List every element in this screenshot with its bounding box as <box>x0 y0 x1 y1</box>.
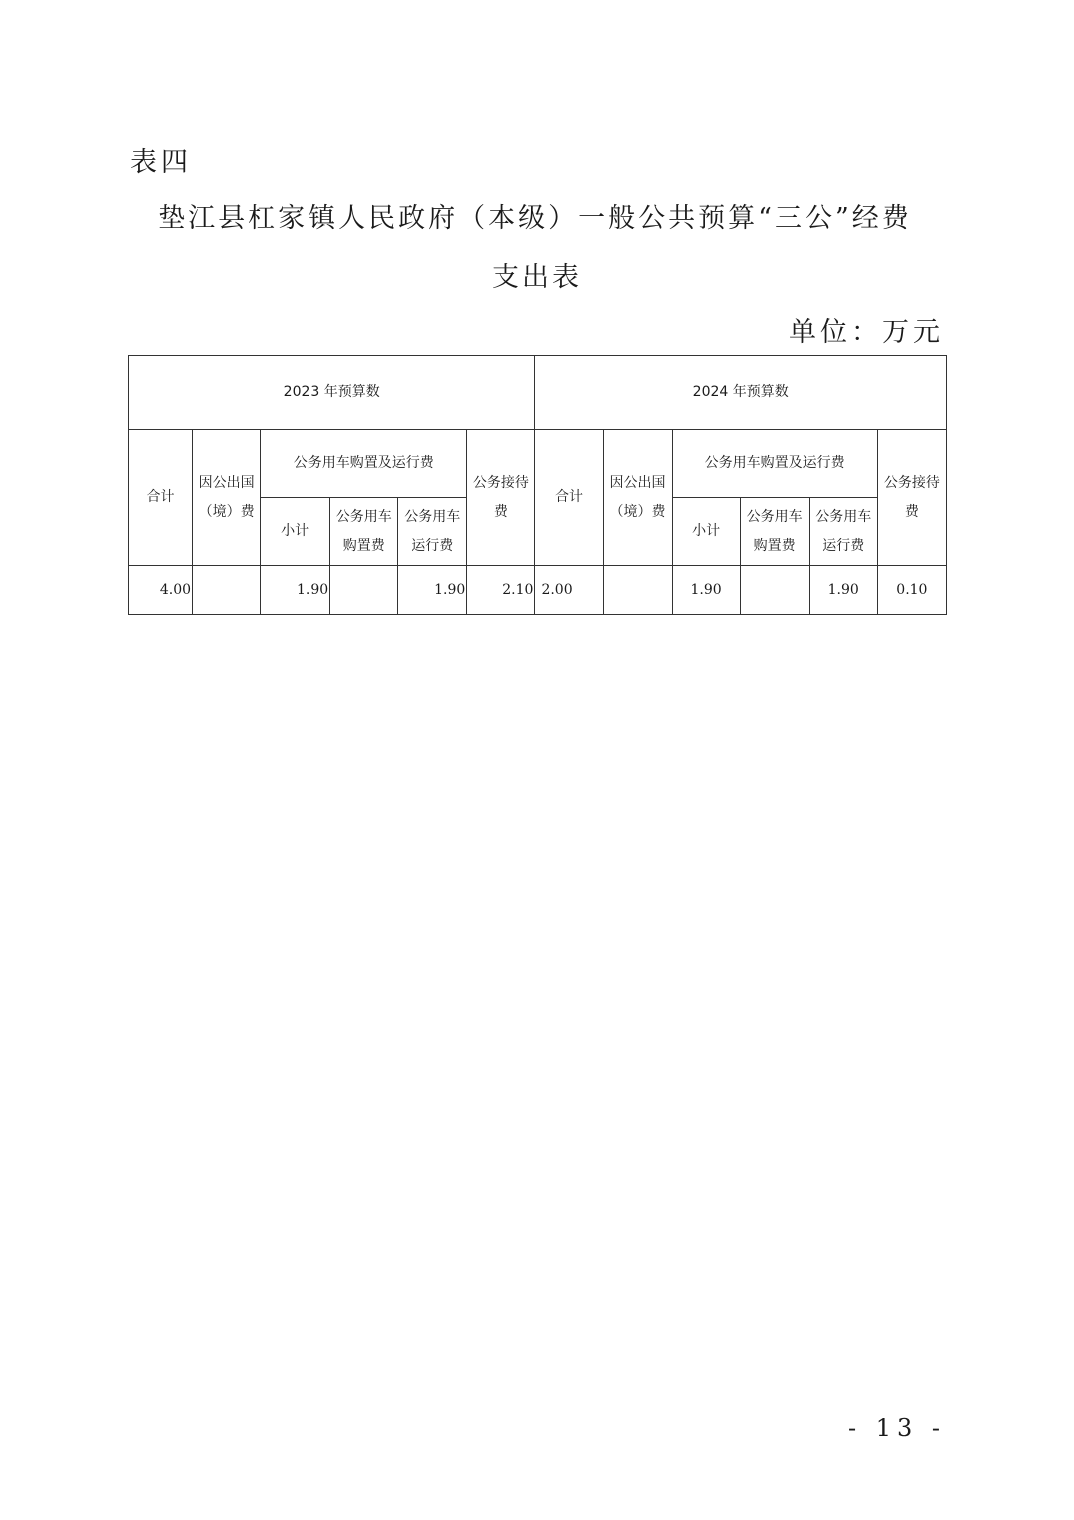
header-abroad-2024: 因公出国（境）费 <box>603 430 672 566</box>
table-label: 表四 <box>130 147 192 178</box>
header-total-2024: 合计 <box>535 430 603 566</box>
cell-total-2023: 4.00 <box>129 566 193 615</box>
cell-vehicle-purchase-2023 <box>330 566 398 615</box>
cell-subtotal-2023: 1.90 <box>261 566 330 615</box>
header-2024: 2024 年预算数 <box>535 356 947 430</box>
header-vehicle-2023: 公务用车购置及运行费 <box>261 430 467 498</box>
unit-label: 单位：万元 <box>789 317 944 348</box>
cell-abroad-2023 <box>193 566 261 615</box>
page-title-continued: 支出表 <box>492 262 582 293</box>
header-reception-2024: 公务接待费 <box>877 430 946 566</box>
header-vehicle-2024: 公务用车购置及运行费 <box>672 430 877 498</box>
cell-vehicle-purchase-2024 <box>740 566 809 615</box>
header-subtotal-2023: 小计 <box>261 498 330 566</box>
cell-total-2024: 2.00 <box>535 566 603 615</box>
cell-vehicle-operation-2024: 1.90 <box>809 566 877 615</box>
cell-reception-2024: 0.10 <box>877 566 946 615</box>
header-vehicle-purchase-2023: 公务用车购置费 <box>330 498 398 566</box>
header-total-2023: 合计 <box>129 430 193 566</box>
header-vehicle-operation-2024: 公务用车运行费 <box>809 498 877 566</box>
header-reception-2023: 公务接待费 <box>467 430 535 566</box>
cell-reception-2023: 2.10 <box>467 566 535 615</box>
header-abroad-2023: 因公出国（境）费 <box>193 430 261 566</box>
header-subtotal-2024: 小计 <box>672 498 740 566</box>
page-number: - 13 - <box>847 1414 946 1442</box>
header-2023: 2023 年预算数 <box>129 356 535 430</box>
cell-vehicle-operation-2023: 1.90 <box>398 566 467 615</box>
header-vehicle-purchase-2024: 公务用车购置费 <box>740 498 809 566</box>
cell-abroad-2024 <box>603 566 672 615</box>
header-vehicle-operation-2023: 公务用车运行费 <box>398 498 467 566</box>
three-public-expenses-table <box>128 355 947 615</box>
cell-subtotal-2024: 1.90 <box>672 566 740 615</box>
page-title: 垫江县杠家镇人民政府（本级）一般公共预算“三公”经费 <box>158 203 912 234</box>
